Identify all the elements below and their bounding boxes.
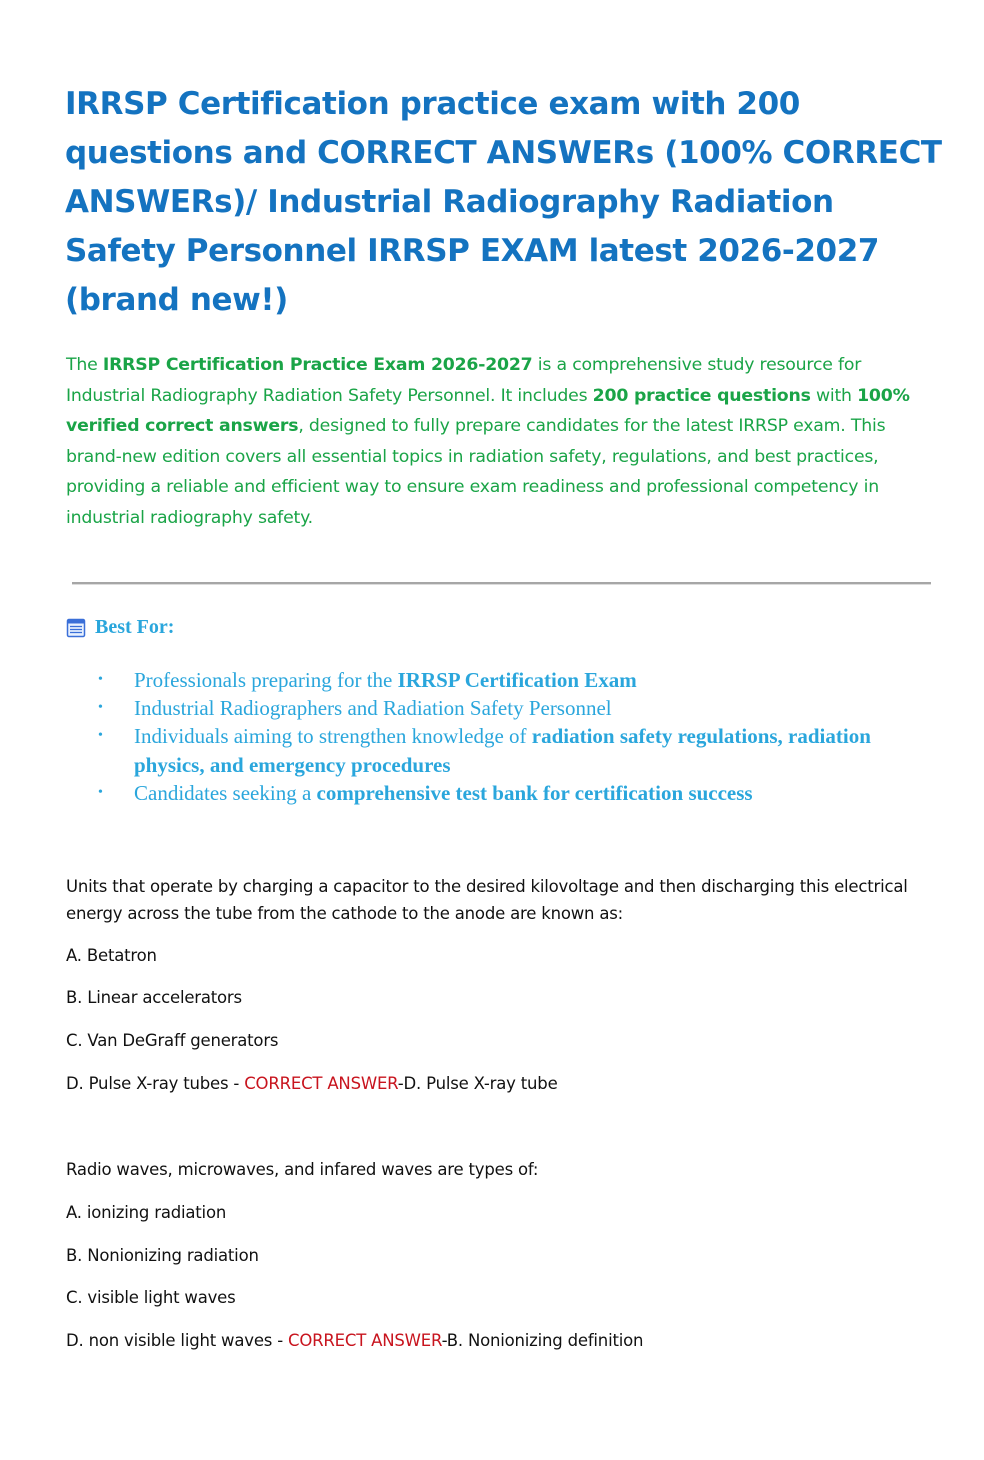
answer-option: C. visible light waves: [66, 1288, 236, 1307]
best-for-label: Best For:: [95, 616, 175, 638]
answer-option: A. ionizing radiation: [66, 1203, 227, 1222]
correct-answer-value: -B. Nonionizing definition: [441, 1331, 644, 1350]
notepad-icon: [66, 618, 86, 638]
list-item: [98, 694, 918, 722]
best-for-heading: [66, 616, 174, 639]
intro-text-1: The: [66, 355, 103, 375]
intro-text-3: with: [810, 385, 858, 406]
answer-option: [66, 1329, 643, 1353]
answer-option: C. Van DeGraff generators: [66, 1031, 279, 1050]
intro-paragraph: [66, 350, 926, 533]
list-item-bold: radiation safety regulations, radiation physics, and emergency procedures: [134, 724, 871, 777]
bullet-icon: •: [98, 728, 103, 744]
correct-answer-label: CORRECT ANSWER: [244, 1074, 398, 1093]
list-item-text: Individuals aiming to strengthen knowledge of: [134, 724, 532, 749]
intro-text-4: , designed to fully prepare candidates for the latest IRRSP exam. This brand-new edition covers all essential topics in radiation safety, regulations, and best practices, providing a reliable and efficient way to ensure exam readiness and professional competency in industrial radiography safety.: [66, 416, 886, 528]
document-title: IRRSP Certification practice exam with 200 questions and CORRECT ANSWERs (100% CORRECT ANSWERs)/ Industrial Radiography Radiation Safety Personnel IRRSP EXAM latest 2026-2027 (brand new!): [65, 86, 942, 318]
list-item-text: Candidates seeking a: [134, 780, 317, 805]
question-stem: Units that operate by charging a capacitor to the desired kilovoltage and then discharging this electrical energy across the tube from the cathode to the anode are known as:: [66, 877, 908, 923]
list-item-bold: IRRSP Certification Exam: [397, 668, 637, 692]
bullet-icon: •: [98, 784, 103, 800]
intro-bold-verified: 100% verified correct answers: [66, 385, 910, 436]
list-item-bold: comprehensive test bank for certification success: [316, 780, 753, 805]
section-divider: [72, 582, 931, 585]
bullet-icon: •: [98, 700, 103, 716]
correct-answer-label: CORRECT ANSWER: [288, 1331, 442, 1350]
correct-answer-value: -D. Pulse X-ray tube: [397, 1074, 558, 1093]
question-stem: Radio waves, microwaves, and infared waves are types of:: [66, 1160, 539, 1179]
intro-bold-exam-name: IRRSP Certification Practice Exam 2026-2027: [102, 355, 533, 375]
list-item-text: Professionals preparing for the: [134, 668, 398, 692]
answer-option-text: D. Pulse X-ray tubes -: [66, 1074, 245, 1093]
bullet-icon: •: [98, 672, 103, 687]
list-item-text: Industrial Radiographers and Radiation Safety Personnel: [134, 696, 612, 721]
list-item: [98, 666, 918, 694]
answer-option: [66, 1072, 558, 1096]
intro-bold-question-count: 200 practice questions: [592, 385, 811, 406]
answer-option-text: D. non visible light waves -: [66, 1331, 289, 1350]
answer-option: A. Betatron: [66, 946, 157, 965]
question-block: [66, 1156, 926, 1350]
list-item: [98, 722, 918, 778]
question-block: [66, 873, 926, 1093]
list-item: [98, 779, 918, 807]
intro-text-2: is a comprehensive study resource for Industrial Radiography Radiation Safety Personnel. It includes: [66, 355, 862, 406]
answer-option: B. Linear accelerators: [66, 988, 242, 1007]
answer-option: B. Nonionizing radiation: [66, 1246, 259, 1265]
best-for-list: [98, 666, 918, 807]
